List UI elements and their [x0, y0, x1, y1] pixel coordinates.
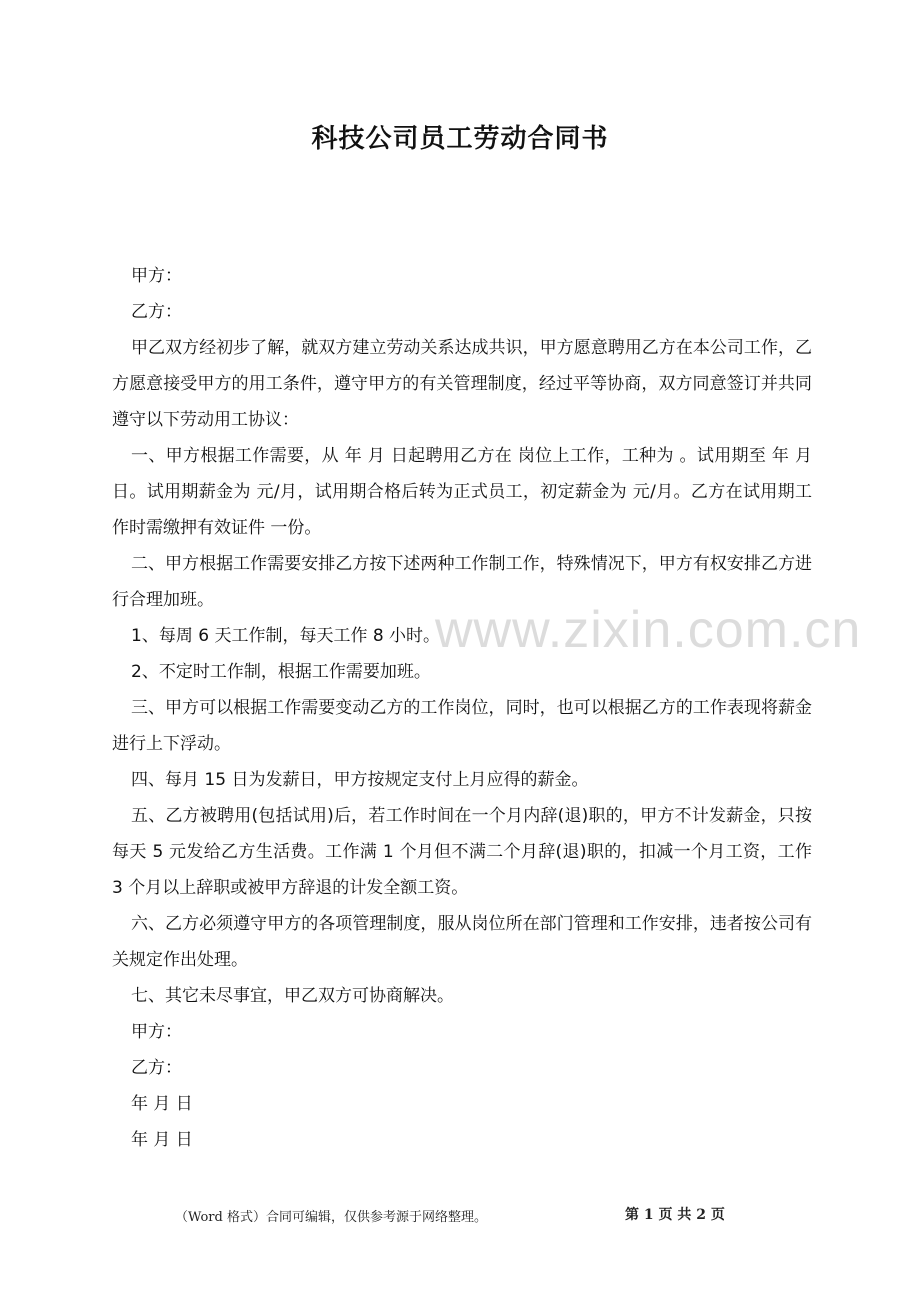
preamble-paragraph: 甲乙双方经初步了解，就双方建立劳动关系达成共识，甲方愿意聘用乙方在本公司工作，乙方愿意接受甲方的用工条件，遵守甲方的有关管理制度，经过平等协商，双方同意签订并共同遵守以下劳动用工协议： — [112, 338, 812, 430]
clause-2: 二、甲方根据工作需要安排乙方按下述两种工作制工作，特殊情况下，甲方有权安排乙方进行合理加班。 — [112, 554, 812, 610]
footer-note: （Word 格式）合同可编辑，仅供参考源于网络整理。 — [175, 1210, 487, 1225]
page-number: 第 1 页 共 2 页 — [625, 1207, 725, 1223]
signature-party-a: 甲方： — [131, 1022, 182, 1042]
contract-body — [112, 258, 812, 1158]
clause-4: 四、每月 15 日为发薪日，甲方按规定支付上月应得的薪金。 — [131, 770, 589, 790]
clause-5: 五、乙方被聘用(包括试用)后，若工作时间在一个月内辞(退)职的，甲方不计发薪金，只按每天 5 元发给乙方生活费。工作满 1 个月但不满二个月辞(退)职的，扣减一个月工资，工作 3 个月以上辞职或被甲方辞退的计发全额工资。 — [112, 806, 812, 898]
clause-3: 三、甲方可以根据工作需要变动乙方的工作岗位，同时，也可以根据乙方的工作表现将薪金进行上下浮动。 — [112, 698, 812, 754]
signature-party-b: 乙方： — [131, 1058, 182, 1078]
watermark: www.zixin.com.cn — [435, 601, 862, 659]
clause-7: 七、其它未尽事宜，甲乙双方可协商解决。 — [131, 986, 454, 1006]
party-a-line: 甲方： — [131, 266, 182, 286]
signature-date-b: 年 月 日 — [131, 1130, 193, 1150]
clause-2-item-1: 1、每周 6 天工作制，每天工作 8 小时。 — [131, 626, 441, 646]
document-title: 科技公司员工劳动合同书 — [311, 124, 609, 154]
party-b-line: 乙方： — [131, 302, 182, 322]
signature-date-a: 年 月 日 — [131, 1094, 193, 1114]
clause-6: 六、乙方必须遵守甲方的各项管理制度，服从岗位所在部门管理和工作安排，违者按公司有关规定作出处理。 — [112, 914, 812, 970]
clause-1: 一、甲方根据工作需要，从 年 月 日起聘用乙方在 岗位上工作，工种为 。试用期至 年 月 日。试用期薪金为 元/月，试用期合格后转为正式员工，初定薪金为 元/月。乙方在试用期工作时需缴押有效证件 一份。 — [112, 446, 812, 538]
clause-2-item-2: 2、不定时工作制，根据工作需要加班。 — [131, 662, 431, 682]
